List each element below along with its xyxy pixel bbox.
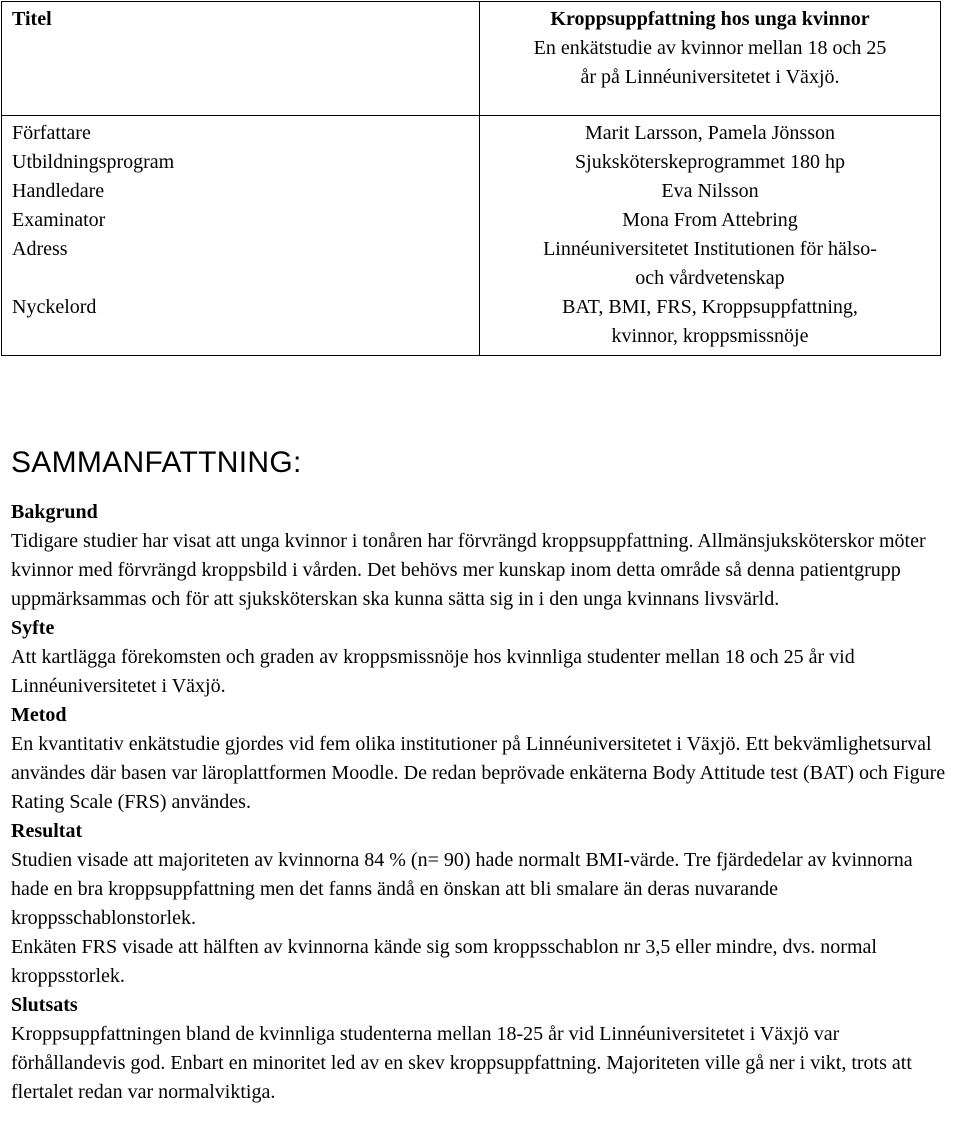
section-body-conclusion: Kroppsuppfattningen bland de kvinnliga studenterna mellan 18-25 år vid Linnéuniversitetet i Växjö var förhållandevis god. Enbart en minoritet led av en skev kroppsuppfattning. Majoriteten ville gå ner i vikt, trots att flertalet redan var normalviktiga. xyxy=(11,1023,912,1103)
section-body-results-2: Enkäten FRS visade att hälften av kvinnorna kände sig som kroppsschablon nr 3,5 eller mindre, dvs. normal kroppsstorlek. xyxy=(11,936,877,987)
section-body-method: En kvantitativ enkätstudie gjordes vid fem olika institutioner på Linnéuniversitetet i Växjö. Ett bekvämlighetsurval användes där basen var läroplattformen Moodle. De redan beprövade enkäterna Body Attitude test (BAT) och Figure Rating Scale (FRS) användes. xyxy=(11,733,946,813)
address-label: Adress xyxy=(12,238,68,260)
examiner-value: Mona From Attebring xyxy=(622,209,798,231)
section-title-background: Bakgrund xyxy=(11,501,98,523)
author-label: Författare xyxy=(12,122,91,144)
section-body-aim: Att kartlägga förekomsten och graden av kroppsmissnöje hos kvinnliga studenter mellan 18 och 25 år vid Linnéuniversitetet i Växjö. xyxy=(11,646,855,697)
supervisor-label: Handledare xyxy=(12,180,105,202)
section-body-results: Studien visade att majoriteten av kvinnorna 84 % (n= 90) hade normalt BMI-värde. Tre fjärdedelar av kvinnorna hade en bra kroppsuppfattning men det fanns ändå en önskan att bli smalare än deras nuvarande kroppsschablonstorlek. xyxy=(11,849,913,929)
keywords-value: BAT, BMI, FRS, Kroppsuppfattning, kvinnor, kroppsmissnöje xyxy=(562,296,858,347)
program-label: Utbildningsprogram xyxy=(12,151,175,173)
details-value-cell xyxy=(480,116,941,356)
thesis-title: Kroppsuppfattning hos unga kvinnor xyxy=(550,8,870,30)
thesis-subtitle: En enkätstudie av kvinnor mellan 18 och 25 år på Linnéuniversitetet i Växjö. xyxy=(533,37,887,88)
title-value-cell xyxy=(480,2,941,116)
abstract-heading: SAMMANFATTNING: xyxy=(11,446,302,479)
author-value: Marit Larsson, Pamela Jönsson xyxy=(585,122,835,144)
keywords-label: Nyckelord xyxy=(12,296,97,318)
details-row xyxy=(2,116,941,356)
examiner-label: Examinator xyxy=(12,209,106,231)
details-label-cell xyxy=(2,116,480,356)
section-title-aim: Syfte xyxy=(11,617,55,639)
abstract xyxy=(11,445,951,1107)
metadata-table xyxy=(1,1,941,356)
program-value: Sjuksköterskeprogrammet 180 hp xyxy=(575,151,845,173)
title-row xyxy=(2,2,941,116)
section-title-conclusion: Slutsats xyxy=(11,994,78,1016)
section-title-results: Resultat xyxy=(11,820,83,842)
section-title-method: Metod xyxy=(11,704,67,726)
address-value: Linnéuniversitetet Institutionen för hälso- och vårdvetenskap xyxy=(543,238,877,289)
title-label: Titel xyxy=(12,8,52,30)
title-label-cell xyxy=(2,2,480,116)
section-body-background: Tidigare studier har visat att unga kvinnor i tonåren har förvrängd kroppsuppfattning. Allmänsjuksköterskor möter kvinnor med förvrängd kroppsbild i vården. Det behövs mer kunskap inom detta område så denna patientgrupp uppmärksammas och för att sjuksköterskan ska kunna sätta sig in i den unga kvinnans livsvärld. xyxy=(11,530,926,610)
supervisor-value: Eva Nilsson xyxy=(661,180,759,202)
